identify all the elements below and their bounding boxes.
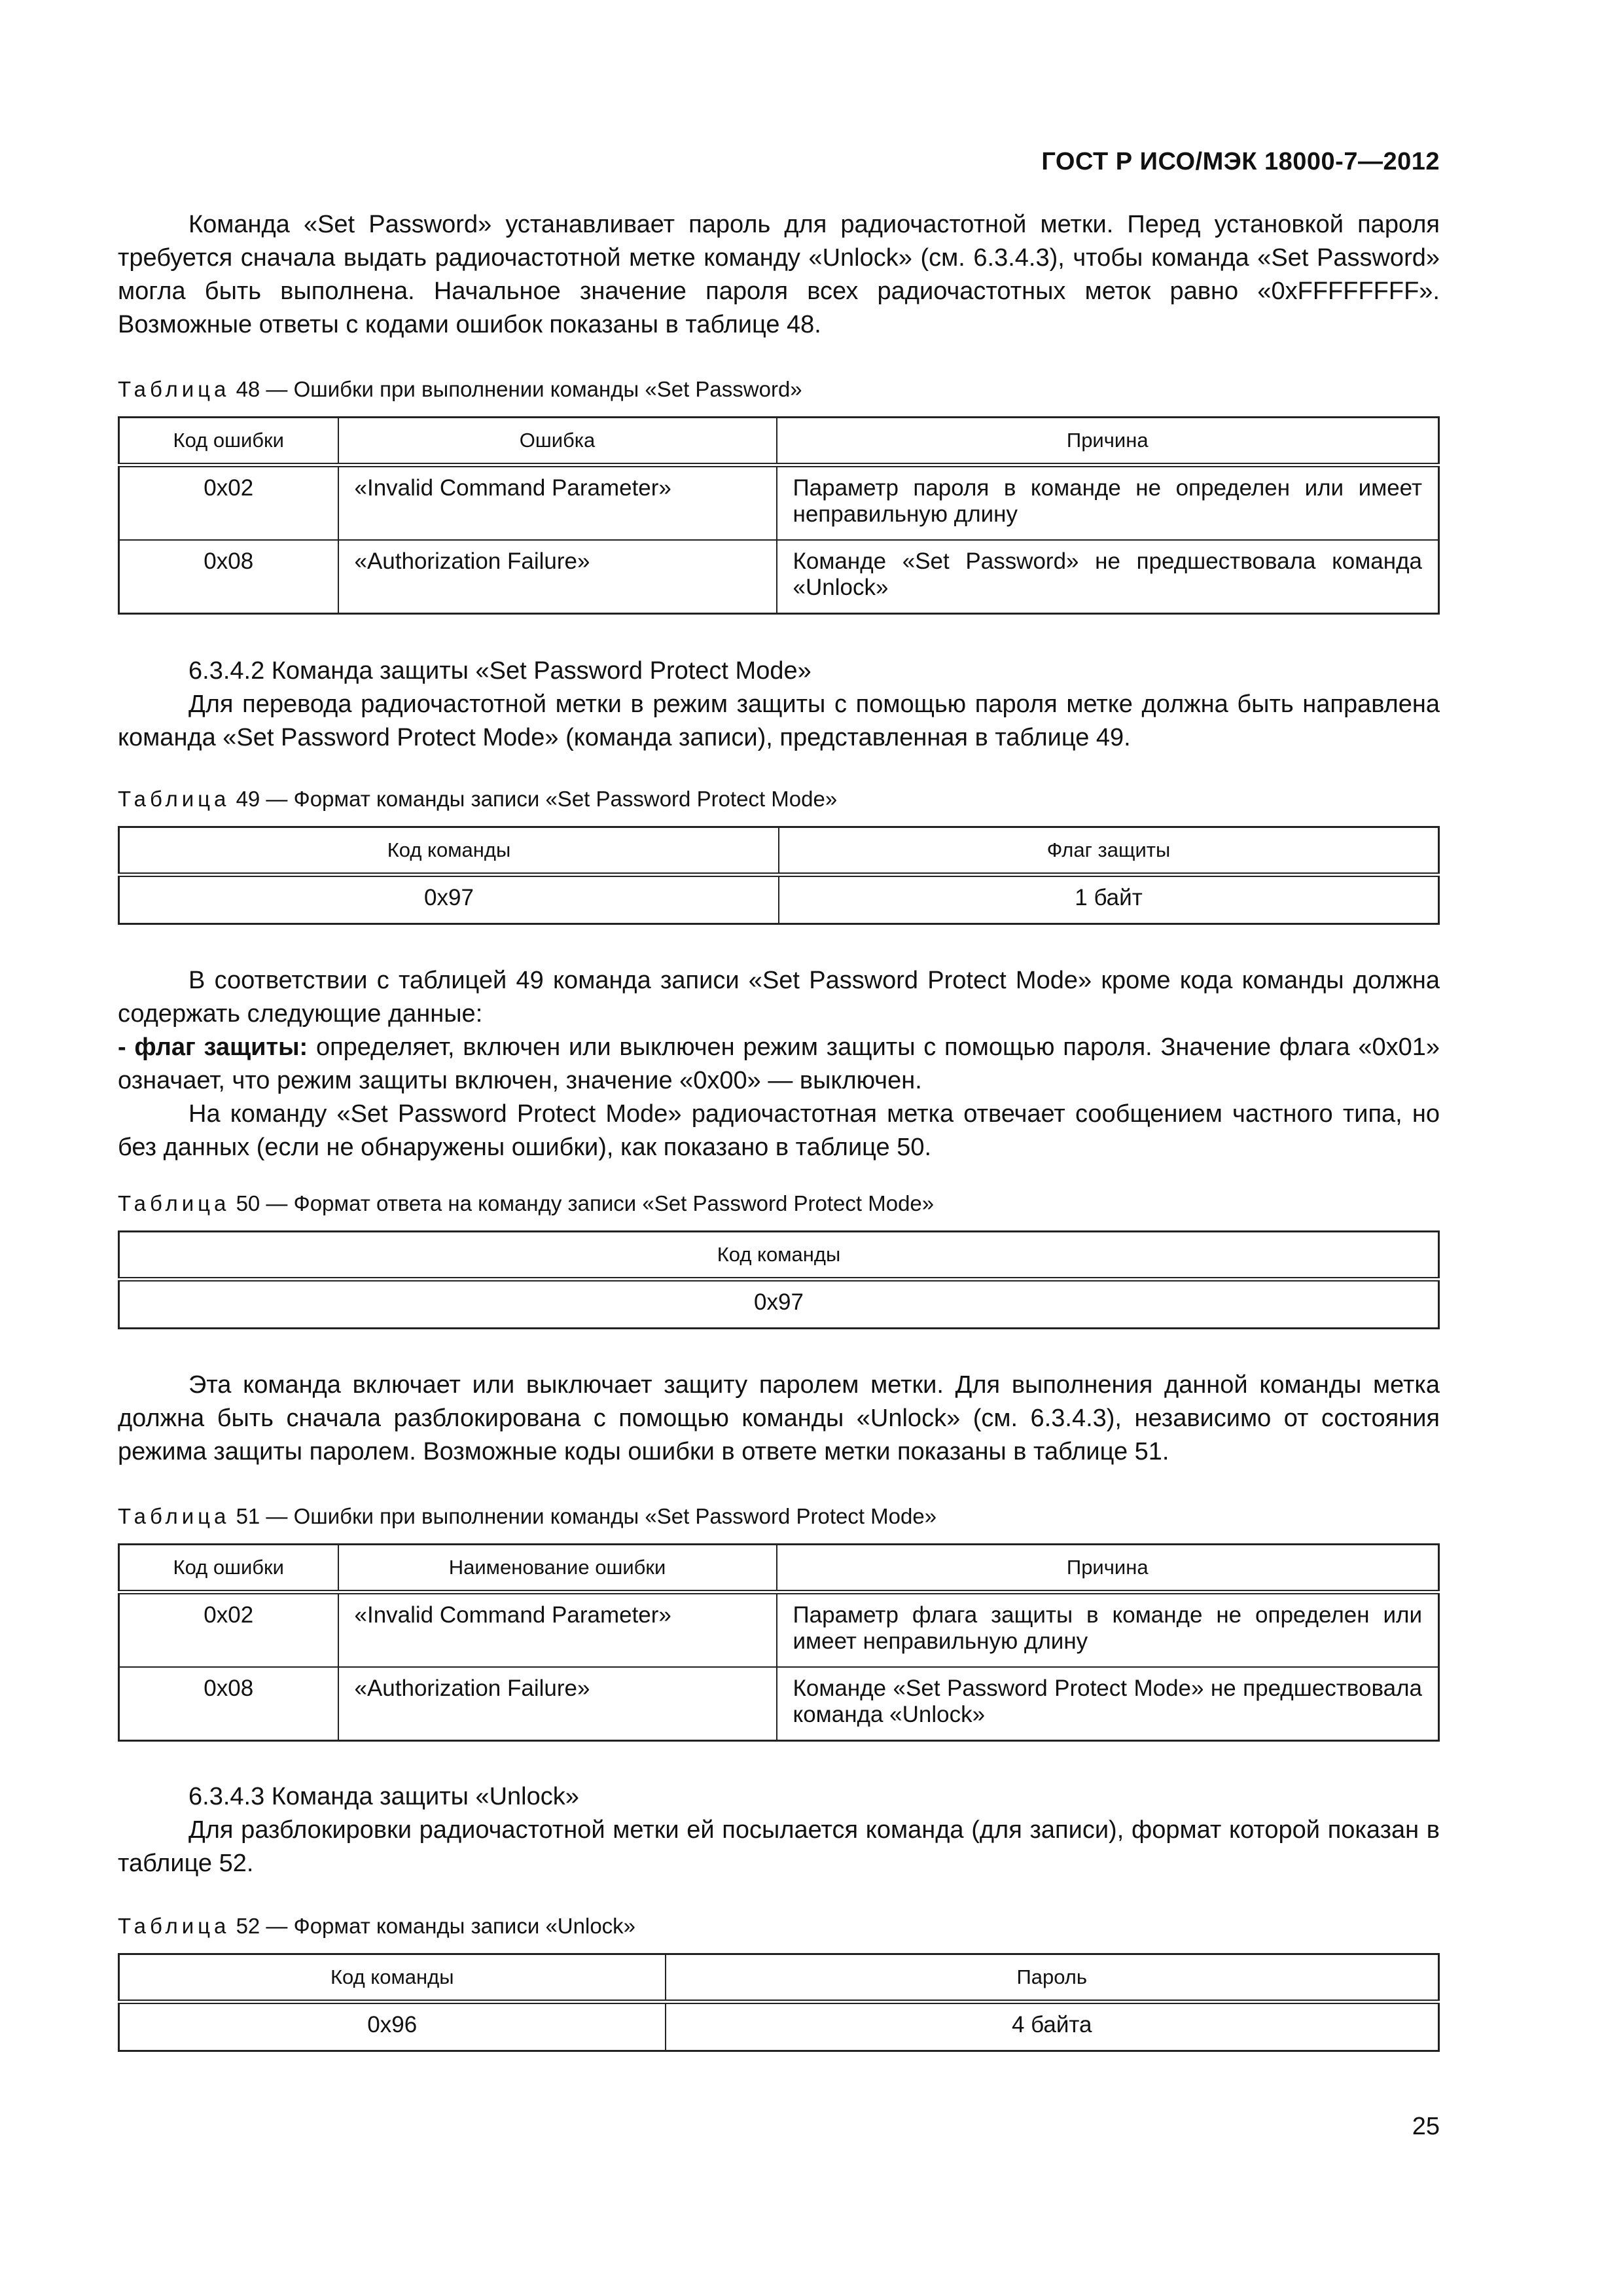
caption-text: 49 — Формат команды записи «Set Password Protect Mode» [236,787,838,811]
protect-flag-cell: 1 байт [779,875,1439,924]
error-code-cell: 0x08 [119,540,338,614]
table48-caption [118,376,1440,403]
table49-description [118,964,1440,1164]
column-header: Код команды [119,1954,666,2002]
error-name-cell: «Invalid Command Parameter» [338,1592,777,1668]
table-row [119,540,1439,614]
caption-text: 52 — Формат команды записи «Unlock» [236,1914,636,1938]
table51-caption [118,1503,1440,1530]
section-paragraph: Для перевода радиочастотной метки в режим защиты с помощью пароля метке должна быть направлена команда «Set Password Protect Mode» (команда записи), представленная в таблице 49. [118,691,1440,751]
column-header: Код ошибки [119,418,338,465]
flag-term: флаг защиты: [134,1033,308,1061]
error-code-cell: 0x02 [119,1592,338,1668]
table-row [119,1280,1439,1329]
table-header-row [119,1232,1439,1280]
intro-paragraph: Команда «Set Password» устанавливает пароль для радиочастотной метки. Перед установкой пароля требуется сначала выдать радиочастотной метке команду «Unlock» (см. 6.3.4.3), чтобы команда «Set Password» могла быть выполнена. Начальное значение пароля всех радиочастотных меток равно «0xFFFFFFFF». Возможные ответы с кодами ошибок показаны в таблице 48. [118,211,1440,338]
table-header-row [119,418,1439,465]
table-header-row [119,1954,1439,2002]
command-code-cell: 0x96 [119,2002,666,2051]
reason-cell: Команде «Set Password» не предшествовала команда «Unlock» [777,540,1439,614]
table-row [119,2002,1439,2051]
column-header: Наименование ошибки [338,1545,777,1592]
table50 [118,1230,1440,1329]
section-paragraph: Для разблокировки радиочастотной метки ей посылается команда (для записи), формат которой показан в таблице 52. [118,1816,1440,1877]
list-dash: - [118,1033,126,1061]
column-header: Флаг защиты [779,827,1439,875]
flag-text: определяет, включен или выключен режим защиты с помощью пароля. Значение флага «0x01» означает, что режим защиты включен, значение «0x00» — выключен. [118,1033,1440,1094]
error-name-cell: «Authorization Failure» [338,540,777,614]
section-6342 [118,655,1440,755]
caption-label: Таблица [118,1914,230,1938]
table-row [119,465,1439,541]
column-header: Пароль [666,1954,1439,2002]
error-code-cell: 0x08 [119,1667,338,1741]
error-code-cell: 0x02 [119,465,338,541]
table52-caption [118,1912,1440,1940]
column-header: Причина [777,418,1439,465]
section-heading: 6.3.4.3 Команда защиты «Unlock» [188,1783,579,1810]
error-name-cell: «Invalid Command Parameter» [338,465,777,541]
table50-caption [118,1190,1440,1217]
intro-paragraph: Эта команда включает или выключает защиту паролем метки. Для выполнения данной команды метка должна быть сначала разблокирована с помощью команды «Unlock» (см. 6.3.4.3), независимо от состояния режима защиты паролем. Возможные коды ошибки в ответе метки показаны в таблице 51. [118,1371,1440,1465]
reason-cell: Параметр флага защиты в команде не определен или имеет неправильную длину [777,1592,1439,1668]
section-heading: 6.3.4.2 Команда защиты «Set Password Protect Mode» [188,657,812,685]
document-header: ГОСТ Р ИСО/МЭК 18000-7—2012 [1041,148,1440,175]
table-row [119,1667,1439,1741]
table49-caption [118,785,1440,813]
table52 [118,1953,1440,2052]
table-header-row [119,827,1439,875]
command-code-cell: 0x97 [119,875,779,924]
column-header: Код ошибки [119,1545,338,1592]
intro-section [118,208,1440,342]
column-header: Код команды [119,1232,1439,1280]
password-cell: 4 байта [666,2002,1439,2051]
reason-cell: Команде «Set Password Protect Mode» не предшествовала команда «Unlock» [777,1667,1439,1741]
reason-cell: Параметр пароля в команде не определен или имеет неправильную длину [777,465,1439,541]
section-6343 [118,1780,1440,1880]
table49 [118,826,1440,925]
table-header-row [119,1545,1439,1592]
caption-label: Таблица [118,377,230,401]
table-row [119,875,1439,924]
table-row [119,1592,1439,1668]
caption-label: Таблица [118,1191,230,1215]
column-header: Код команды [119,827,779,875]
table51-intro [118,1369,1440,1469]
table48 [118,416,1440,615]
command-code-cell: 0x97 [119,1280,1439,1329]
column-header: Ошибка [338,418,777,465]
caption-text: 51 — Ошибки при выполнении команды «Set Password Protect Mode» [236,1504,937,1528]
caption-label: Таблица [118,1504,230,1528]
response-paragraph: На команду «Set Password Protect Mode» радиочастотная метка отвечает сообщением частного типа, но без данных (если не обнаружены ошибки), как показано в таблице 50. [118,1100,1440,1161]
page-number: 25 [1412,2113,1440,2140]
error-name-cell: «Authorization Failure» [338,1667,777,1741]
flag-definition [118,1031,1440,1098]
description-paragraph: В соответствии с таблицей 49 команда записи «Set Password Protect Mode» кроме кода команды должна содержать следующие данные: [118,967,1440,1028]
caption-label: Таблица [118,787,230,811]
table51 [118,1543,1440,1742]
caption-text: 50 — Формат ответа на команду записи «Set Password Protect Mode» [236,1191,935,1215]
column-header: Причина [777,1545,1439,1592]
caption-text: 48 — Ошибки при выполнении команды «Set Password» [236,377,802,401]
